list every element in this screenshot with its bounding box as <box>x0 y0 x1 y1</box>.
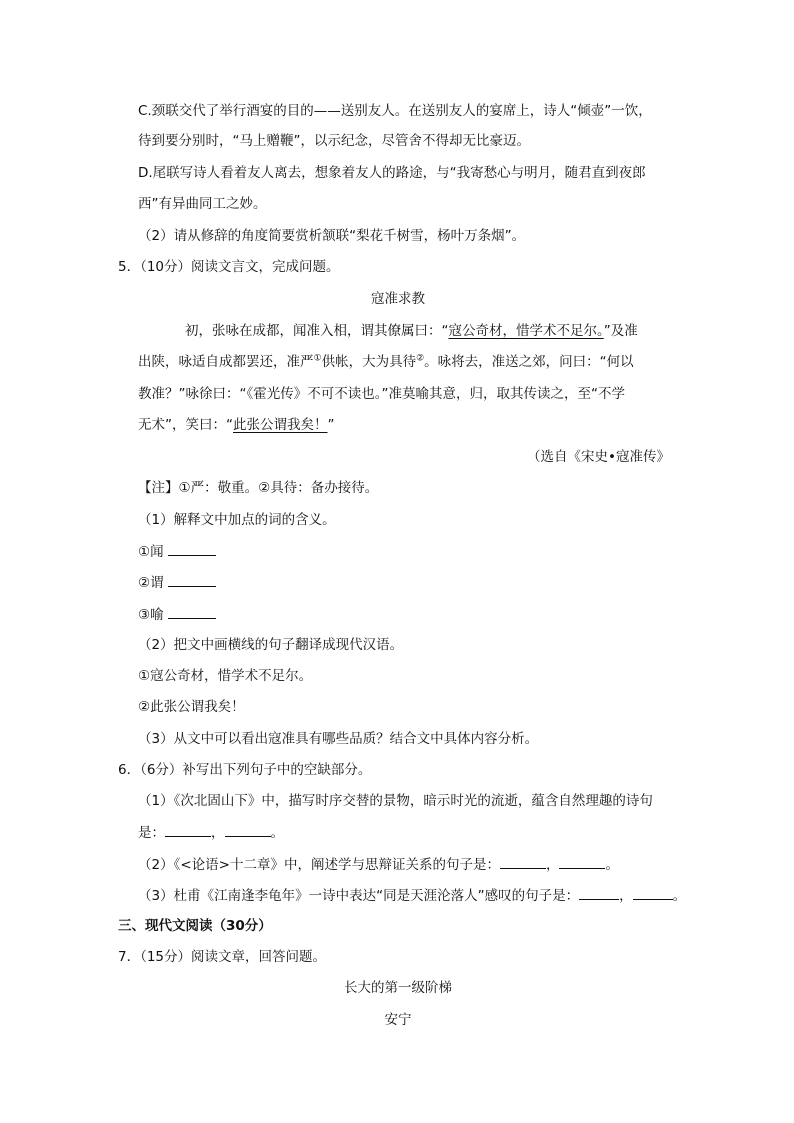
q4-subquestion-2: （2）请从修辞的角度简要赏析颔联“梨花千树雪，杨叶万条烟”。 <box>138 228 526 244</box>
q5-passage-line2: 出陕，咏适自成都罢还，准严①供帐，大为具待②。咏将去，准送之郊，问曰：“何以 <box>138 353 634 370</box>
q6-item-2: （2）《<论语>十二章》中，阐述学与思辩证关系的句子是： ， 。 <box>138 854 678 875</box>
q5-passage-line1: 初，张咏在成都，闻准入相，谓其僚属曰：“寇公奇材，惜学术不足尔。”及准 <box>185 323 638 339</box>
q5-subquestion-3: （3）从文中可以看出寇准具有哪些品质？结合文中具体内容分析。 <box>138 731 539 747</box>
q5-source: （选自《宋史•寇准传》 <box>527 449 670 465</box>
q4-option-c-line1: C.颈联交代了举行酒宴的目的——送别友人。在送别友人的宴席上，诗人“倾壶”一饮， <box>138 103 652 119</box>
q4-option-c-line2: 待到要分别时，“马上赠鞭”，以示纪念，尽管舍不得却无比豪迈。 <box>138 133 530 149</box>
q5-passage-line4: 无术”，笑曰：“此张公谓我矣！” <box>138 417 335 433</box>
q5-subquestion-2: （2）把文中画横线的句子翻译成现代汉语。 <box>138 637 404 653</box>
q5-subquestion-1: （1）解释文中加点的词的含义。 <box>138 512 336 528</box>
answer-blank[interactable] <box>168 572 216 587</box>
q7-article-author: 安宁 <box>384 1012 412 1028</box>
underlined-sentence-2: 此张公谓我矣！ <box>233 417 328 433</box>
answer-blank[interactable] <box>165 822 211 837</box>
q7-heading: 7．（15分）阅读文章，回答问题。 <box>118 949 327 965</box>
q6-item-1-line1: （1）《次北固山下》中，描写时序交替的景物，暗示时光的流逝，蕴含自然理趣的诗句 <box>138 793 653 809</box>
q5-word-3: ③喻 <box>138 604 678 625</box>
q6-item-1-line2: 是： ， 。 <box>138 822 678 843</box>
answer-blank[interactable] <box>168 541 216 556</box>
q4-option-d-line1: D.尾联写诗人看着友人离去，想象着友人的路途，与“我寄愁心与明月，随君直到夜郎 <box>138 165 646 181</box>
q5-heading: 5．（10分）阅读文言文，完成问题。 <box>118 259 340 275</box>
q5-passage-title: 寇准求教 <box>371 291 425 307</box>
answer-blank[interactable] <box>579 885 619 900</box>
q5-passage-line3: 教准？”咏徐曰：“《霍光传》不可不读也。”准莫喻其意，归，取其传读之，至“不学 <box>138 386 625 402</box>
q5-note: 【注】①严：敬重。②具待：备办接待。 <box>138 480 379 496</box>
q7-article-title: 长大的第一级阶梯 <box>344 980 452 996</box>
section-3-heading: 三、现代文阅读（30分） <box>118 918 272 934</box>
answer-blank[interactable] <box>168 604 216 619</box>
q5-sentence-2: ②此张公谓我矣！ <box>138 699 245 715</box>
note-marker-1: ① <box>313 353 322 364</box>
answer-blank[interactable] <box>225 822 271 837</box>
note-marker-2: ② <box>416 353 425 364</box>
answer-blank[interactable] <box>559 854 605 869</box>
answer-blank[interactable] <box>500 854 546 869</box>
q5-word-1: ①闻 <box>138 541 678 562</box>
underlined-sentence-1: 寇公奇材，惜学术不足尔。 <box>448 323 604 339</box>
q6-item-3: （3）杜甫《江南逢李龟年》一诗中表达“同是天涯沦落人”感叹的句子是： ， 。 <box>138 885 678 906</box>
answer-blank[interactable] <box>633 885 673 900</box>
q4-option-d-line2: 西”有异曲同工之妙。 <box>138 196 267 212</box>
q5-word-2: ②谓 <box>138 572 678 593</box>
q6-heading: 6．（6分）补写出下列句子中的空缺部分。 <box>118 762 372 778</box>
q5-sentence-1: ①寇公奇材，惜学术不足尔。 <box>138 668 313 684</box>
